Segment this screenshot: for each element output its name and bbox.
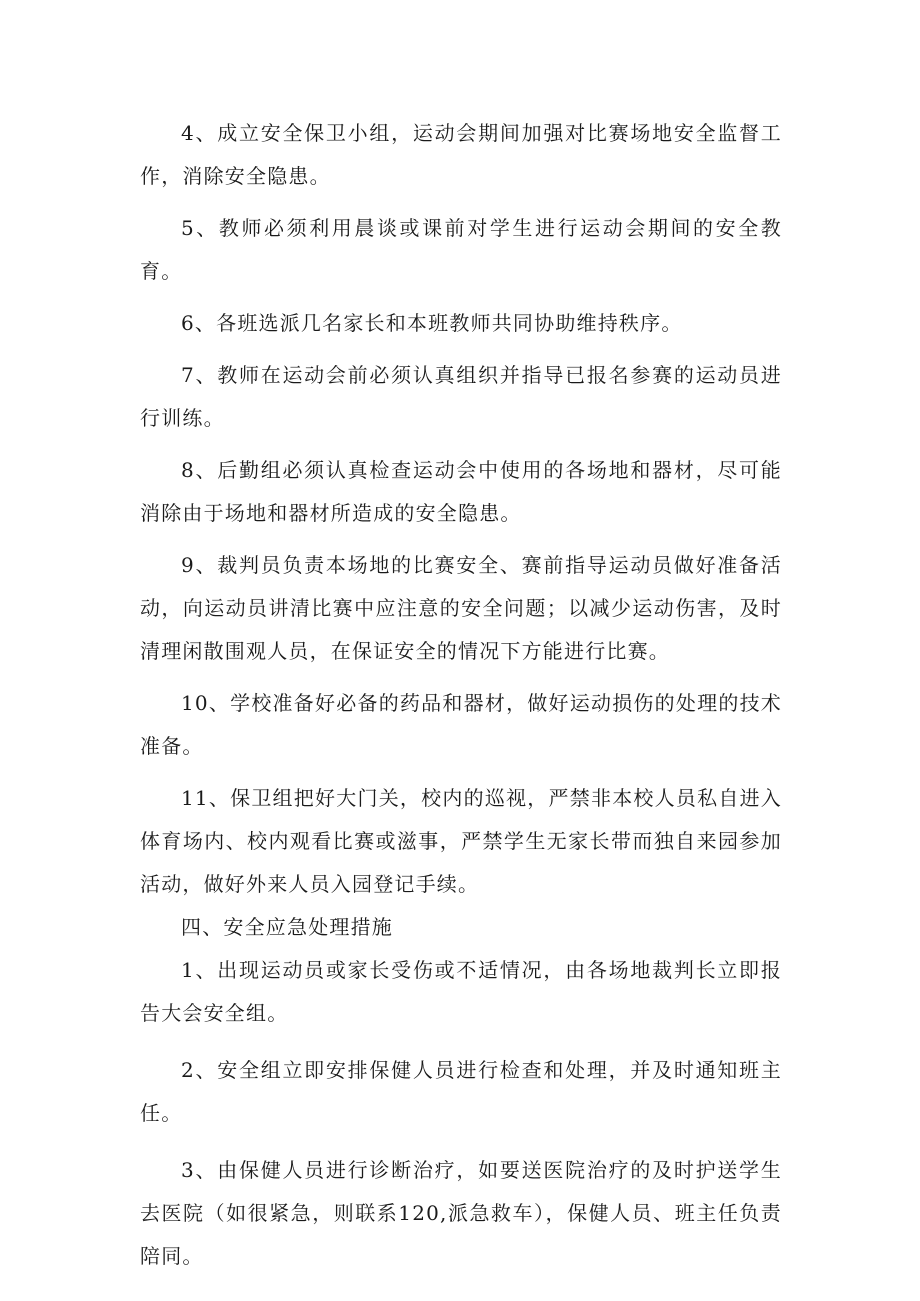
paragraph-item-6: 6、各班选派几名家长和本班教师共同协助维持秩序。 xyxy=(181,311,683,335)
paragraph-item-10: 10、学校准备好必备的药品和器材，做好运动损伤的处理的技术准备。 xyxy=(140,691,782,758)
paragraph-item-11: 11、保卫组把好大门关，校内的巡视，严禁非本校人员私自进入体育场内、校内观看比赛或滋事，严禁学生无家长带而独自来园参加活动，做好外来人员入园登记手续。 xyxy=(140,786,782,896)
emergency-item-1: 1、出现运动员或家长受伤或不适情况，由各场地裁判长立即报告大会安全组。 xyxy=(140,958,782,1025)
paragraph-item-8: 8、后勤组必须认真检查运动会中使用的各场地和器材，尽可能消除由于场地和器材所造成的安全隐患。 xyxy=(140,458,782,525)
emergency-item-3: 3、由保健人员进行诊断治疗，如要送医院治疗的及时护送学生去医院（如很紧急，则联系120,派急救车），保健人员、班主任负责陪同。 xyxy=(140,1158,782,1268)
paragraph-item-7: 7、教师在运动会前必须认真组织并指导已报名参赛的运动员进行训练。 xyxy=(140,363,782,430)
paragraph-item-9: 9、裁判员负责本场地的比赛安全、赛前指导运动员做好准备活动，向运动员讲清比赛中应注意的安全问题；以减少运动伤害，及时清理闲散围观人员，在保证安全的情况下方能进行比赛。 xyxy=(140,553,782,663)
document-page xyxy=(140,112,782,1278)
paragraph-item-5: 5、教师必须利用晨谈或课前对学生进行运动会期间的安全教育。 xyxy=(140,216,782,283)
section-heading-emergency: 四、安全应急处理措施 xyxy=(181,915,393,939)
paragraph-item-4: 4、成立安全保卫小组，运动会期间加强对比赛场地安全监督工作，消除安全隐患。 xyxy=(140,121,782,188)
emergency-item-2: 2、安全组立即安排保健人员进行检查和处理，并及时通知班主任。 xyxy=(140,1058,782,1125)
